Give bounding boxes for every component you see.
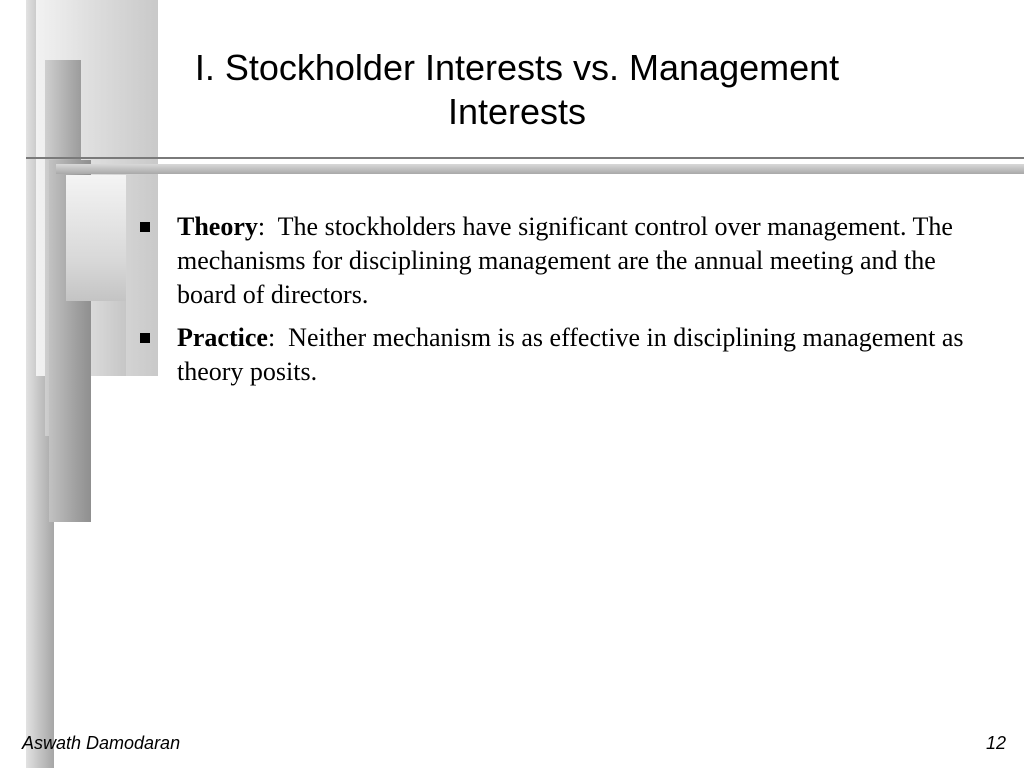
square-bullet-icon [140,321,177,343]
title-divider [26,157,1024,159]
bullet-item-practice [140,321,1000,389]
decorative-bar [66,175,126,301]
bullet-label: Theory [177,212,258,241]
bullet-text [177,210,987,312]
title-divider-bar [56,164,1024,174]
bullet-label: Practice [177,323,268,352]
bullet-body: The stockholders have significant control over management. The mechanisms for disciplining management are the annual meeting and the board of directors. [177,212,953,309]
bullet-separator: : [257,212,278,241]
slide-title: I. Stockholder Interests vs. Management Interests [194,47,840,132]
bullet-separator: : [267,323,289,352]
footer-author: Aswath Damodaran [22,733,181,753]
decorative-bar [91,301,126,376]
bullet-text [177,321,987,389]
bullet-body: Neither mechanism is as effective in disciplining management as theory posits. [177,323,964,386]
bullet-item-theory [140,210,1000,312]
bullet-list [140,210,1000,398]
page-number: 12 [985,733,1006,753]
square-bullet-icon [140,210,177,232]
